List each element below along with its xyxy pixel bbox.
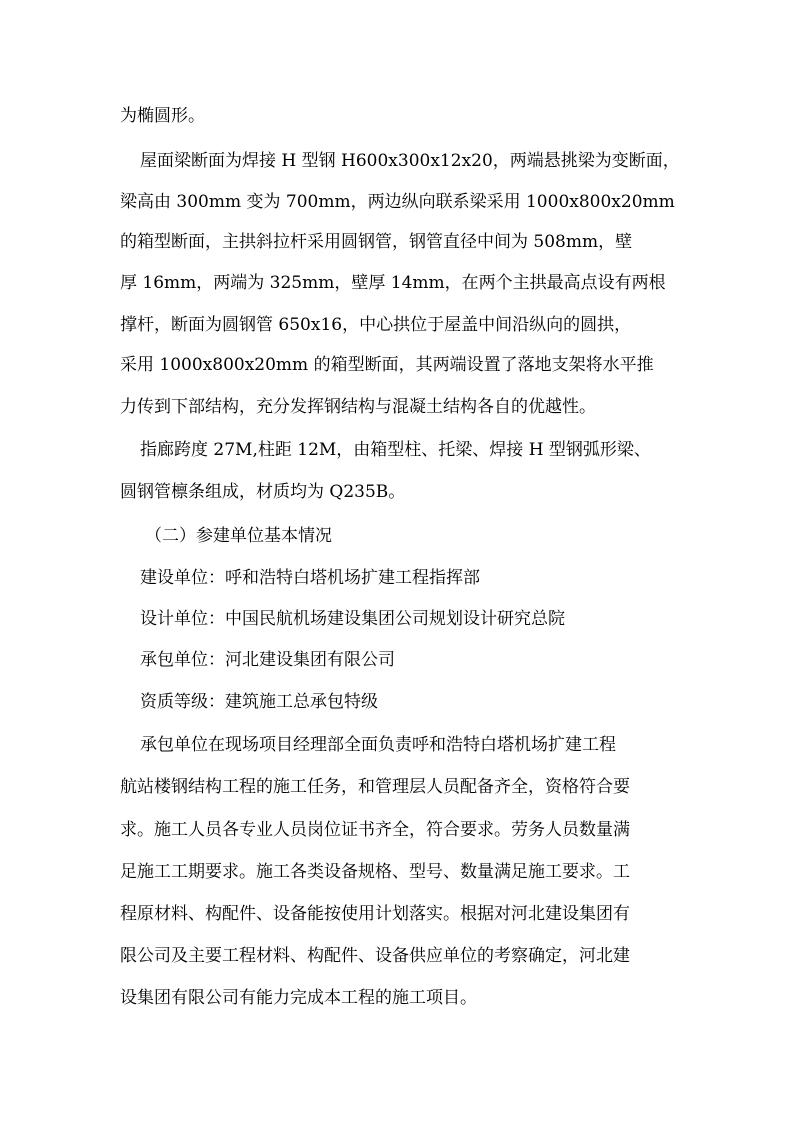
section-heading: （二）参建单位基本情况 — [145, 526, 332, 546]
paragraph-line-19: 足施工工期要求。施工各类设备规格、型号、数量满足施工要求。工 — [120, 862, 630, 882]
paragraph-line-16: 承包单位在现场项目经理部全面负责呼和浩特白塔机场扩建工程 — [140, 735, 616, 755]
paragraph-line-20: 程原材料、构配件、设备能按使用计划落实。根据对河北建设集团有 — [120, 904, 630, 924]
paragraph-line-10: 圆钢管檩条组成，材质均为 Q235B。 — [120, 482, 406, 502]
paragraph-line-21: 限公司及主要工程材料、构配件、设备供应单位的考察确定，河北建 — [120, 946, 630, 966]
paragraph-line-5: 厚 16mm，两端为 325mm，壁厚 14mm，在两个主拱最高点设有两根 — [120, 273, 666, 293]
paragraph-line-8: 力传到下部结构，充分发挥钢结构与混凝土结构各自的优越性。 — [120, 397, 596, 417]
paragraph-line-6: 撑杆，断面为圆钢管 650x16，中心拱位于屋盖中间沿纵向的圆拱， — [120, 315, 632, 335]
paragraph-line-17: 航站楼钢结构工程的施工任务，和管理层人员配备齐全，资格符合要 — [120, 777, 630, 797]
info-contractor: 承包单位：河北建设集团有限公司 — [140, 650, 395, 670]
info-qualification: 资质等级：建筑施工总承包特级 — [140, 692, 378, 712]
paragraph-line-3: 梁高由 300mm 变为 700mm，两边纵向联系梁采用 1000x800x20mm — [120, 192, 675, 212]
info-design-unit: 设计单位：中国民航机场建设集团公司规划设计研究总院 — [140, 609, 565, 629]
info-construction-unit: 建设单位：呼和浩特白塔机场扩建工程指挥部 — [140, 568, 480, 588]
paragraph-line-22: 设集团有限公司有能力完成本工程的施工项目。 — [120, 988, 477, 1008]
paragraph-line-7: 采用 1000x800x20mm 的箱型断面，其两端设置了落地支架将水平推 — [120, 355, 654, 375]
paragraph-line-2: 屋面梁断面为焊接 H 型钢 H600x300x12x20，两端悬挑梁为变断面， — [140, 151, 680, 171]
paragraph-line-4: 的箱型断面，主拱斜拉杆采用圆钢管，钢管直径中间为 508mm，壁 — [120, 232, 633, 252]
paragraph-line-1: 为椭圆形。 — [120, 106, 205, 126]
paragraph-line-9: 指廊跨度 27M,柱距 12M，由箱型柱、托梁、焊接 H 型钢弧形梁、 — [140, 440, 651, 460]
paragraph-line-18: 求。施工人员各专业人员岗位证书齐全，符合要求。劳务人员数量满 — [120, 820, 630, 840]
